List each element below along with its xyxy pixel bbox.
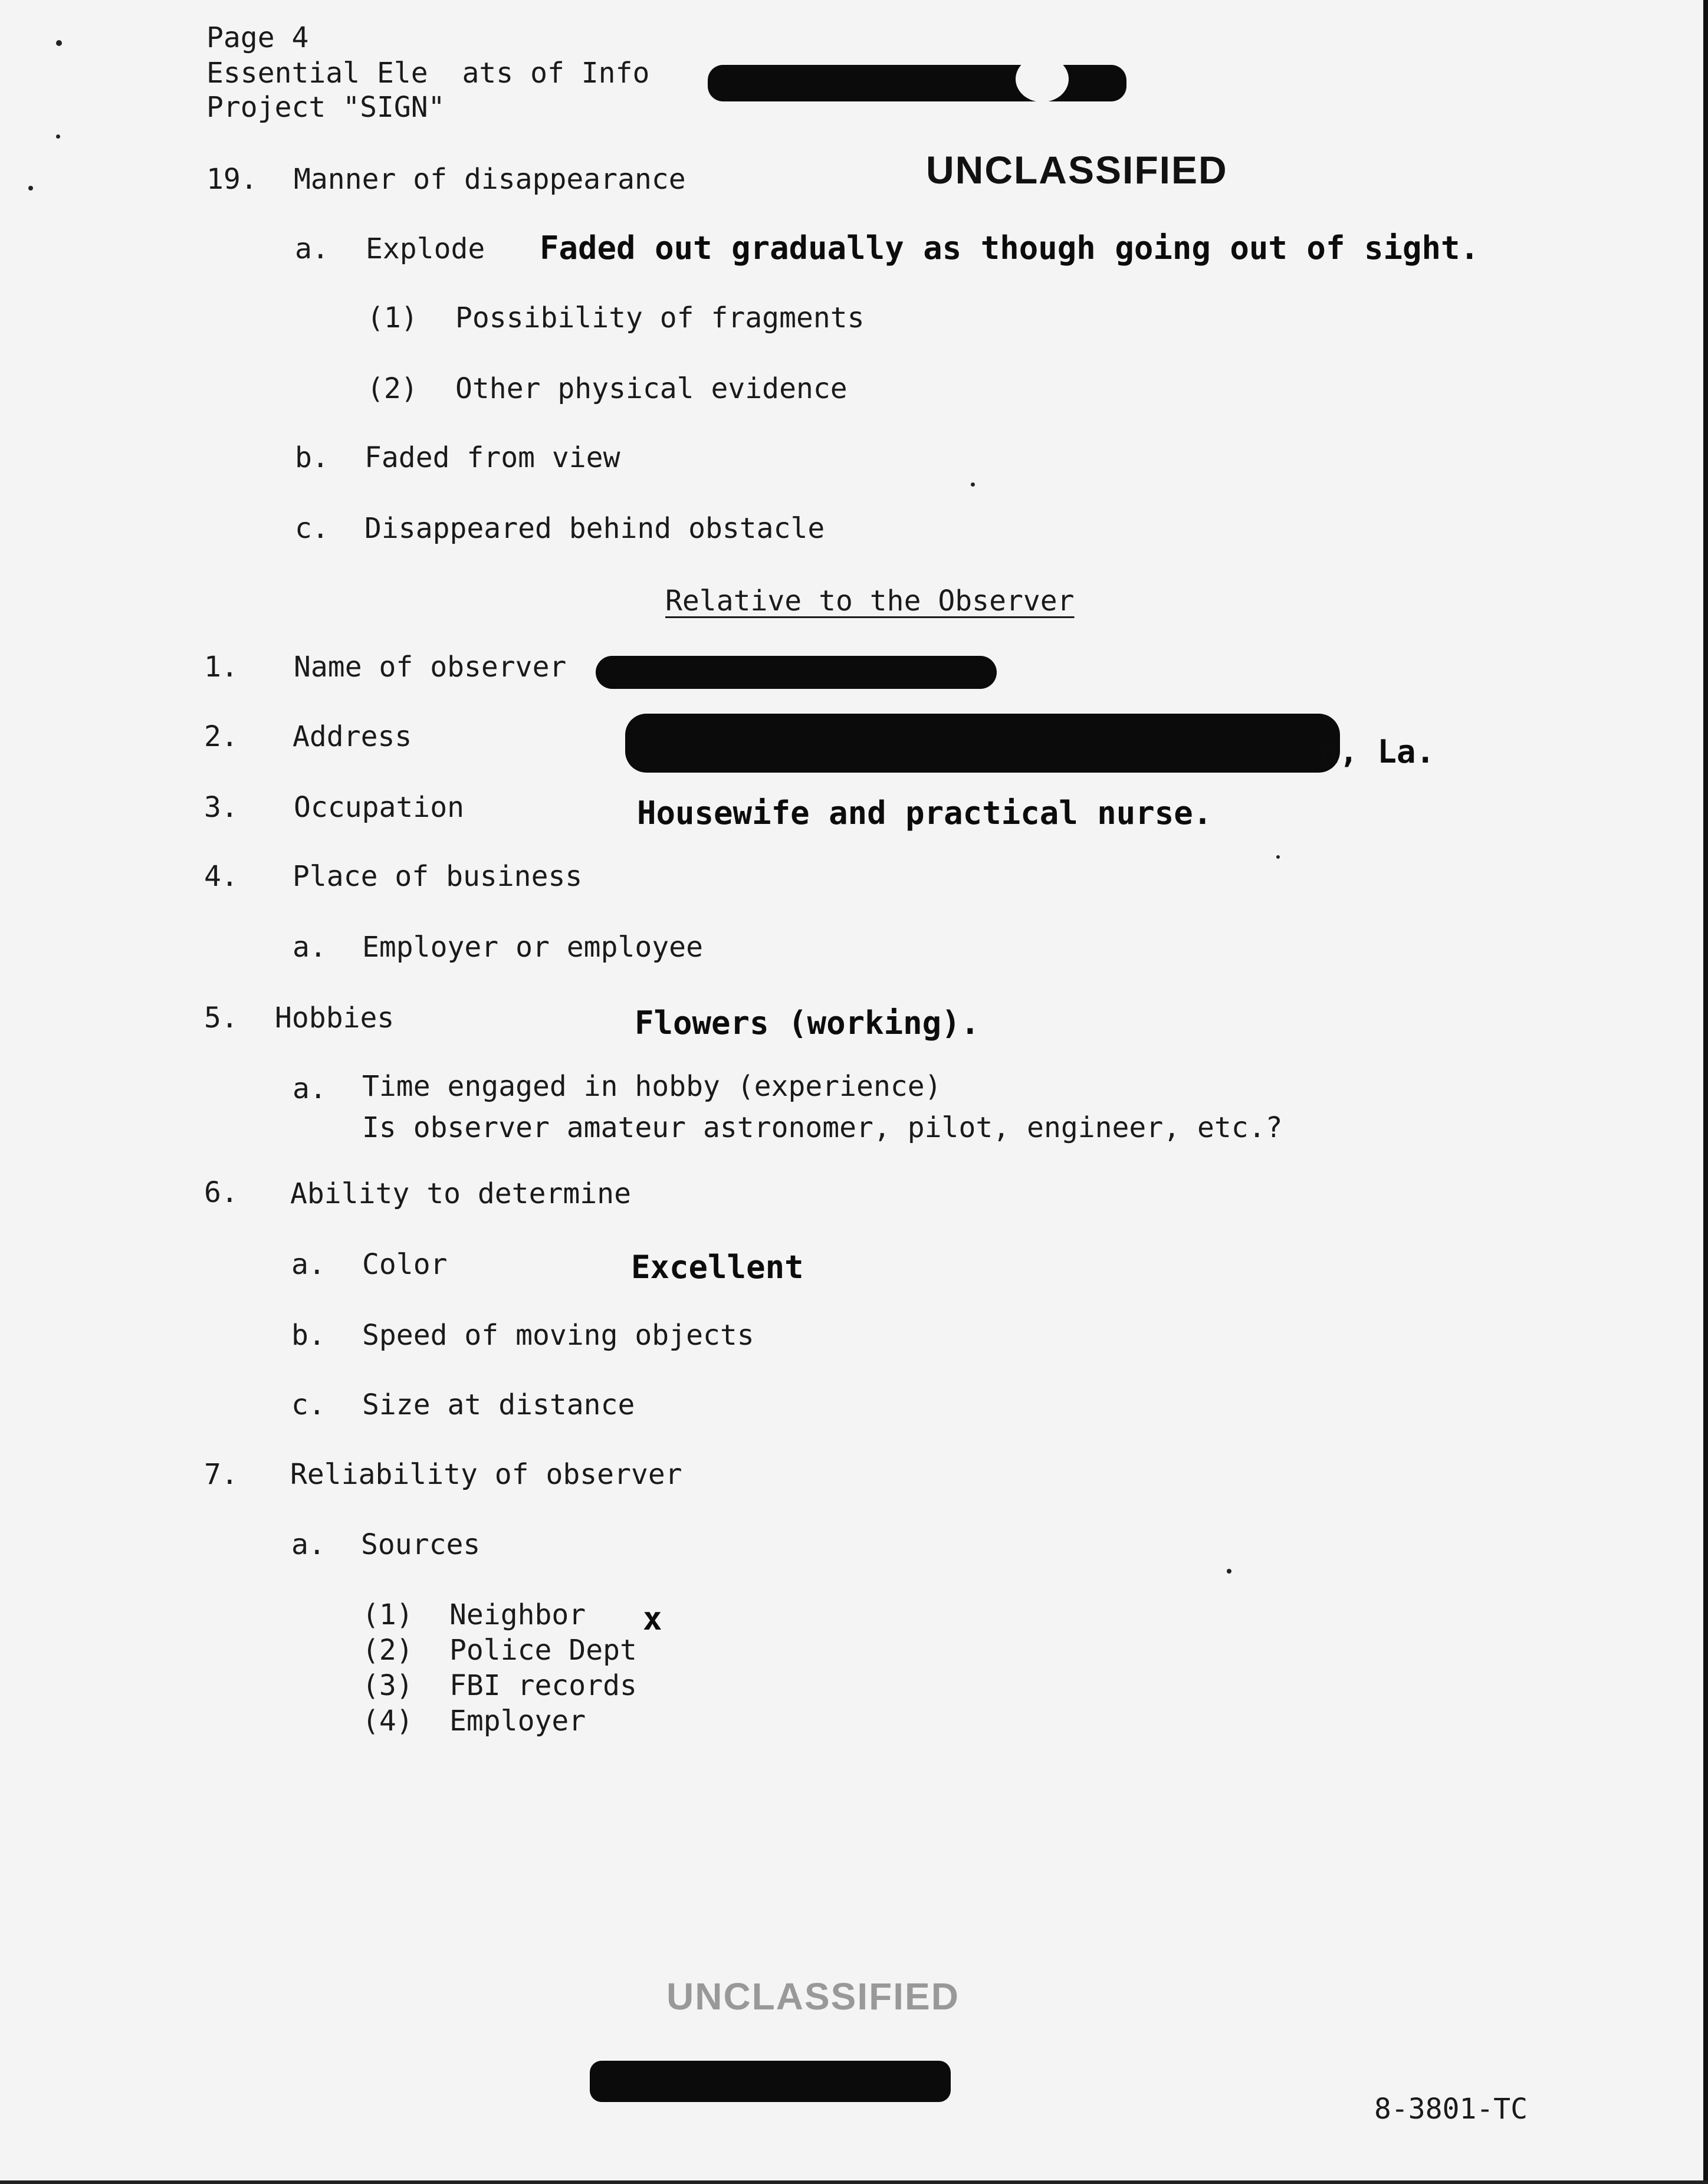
- item19c-letter: c.: [295, 512, 329, 545]
- redaction-hole: [1016, 56, 1069, 102]
- margin-speck: [56, 134, 60, 139]
- header-page-number: Page 4: [206, 21, 309, 54]
- unclassified-stamp-top: UNCLASSIFIED: [926, 148, 1228, 192]
- observer-4-label: Place of business: [293, 860, 583, 893]
- observer-6c-letter: c.: [291, 1388, 326, 1421]
- observer-6-label: Ability to determine: [290, 1177, 631, 1210]
- header-project: Project "SIGN": [206, 91, 445, 124]
- header-subject: Essential Ele ats of Info: [206, 57, 650, 90]
- item19a1-label: Possibility of fragments: [455, 301, 865, 334]
- observer-5-number: 5.: [204, 1001, 238, 1034]
- scan-edge-right: [1703, 0, 1708, 2184]
- footer-document-code: 8-3801-TC: [1374, 2093, 1528, 2126]
- source-2-number: (2): [362, 1634, 413, 1667]
- observer-6b-label: Speed of moving objects: [362, 1319, 754, 1352]
- unclassified-stamp-bottom: UNCLASSIFIED: [666, 1975, 960, 2018]
- item19a1-number: (1): [367, 301, 418, 334]
- observer-7a-label: Sources: [361, 1528, 481, 1561]
- observer-7a-letter: a.: [291, 1528, 326, 1561]
- margin-speck: [28, 186, 33, 191]
- source-1-check-mark: x: [643, 1600, 662, 1637]
- observer-4-number: 4.: [204, 860, 238, 893]
- redaction-bottom: [590, 2061, 951, 2102]
- source-3-label: FBI records: [449, 1669, 637, 1702]
- item19a-answer: Faded out gradually as though going out of sight.: [540, 229, 1480, 267]
- source-3-number: (3): [362, 1669, 413, 1702]
- observer-7-number: 7.: [204, 1458, 238, 1491]
- item19-number: 19.: [206, 163, 258, 196]
- item19a2-number: (2): [367, 372, 418, 405]
- observer-2-number: 2.: [204, 720, 238, 753]
- observer-4a-letter: a.: [293, 931, 327, 964]
- observer-5a-letter: a.: [293, 1072, 327, 1105]
- observer-5-answer: Flowers (working).: [635, 1004, 980, 1042]
- observer-1-label: Name of observer: [294, 651, 567, 684]
- margin-speck: [56, 40, 62, 46]
- observer-5-label: Hobbies: [275, 1001, 395, 1034]
- item19c-label: Disappeared behind obstacle: [364, 512, 825, 545]
- observer-6c-label: Size at distance: [362, 1388, 635, 1421]
- item19b-letter: b.: [295, 441, 329, 474]
- observer-6a-letter: a.: [291, 1248, 326, 1281]
- redaction-address: [625, 714, 1340, 773]
- page-speck: [971, 482, 975, 487]
- section-heading: Relative to the Observer: [665, 584, 1075, 618]
- observer-4a-label: Employer or employee: [362, 931, 703, 964]
- item19b-label: Faded from view: [364, 441, 620, 474]
- observer-5a-line1: Time engaged in hobby (experience): [362, 1070, 942, 1103]
- source-1-number: (1): [362, 1598, 413, 1631]
- item19a-letter: a.: [295, 232, 329, 265]
- item19-label: Manner of disappearance: [294, 163, 686, 196]
- source-4-label: Employer: [449, 1704, 586, 1738]
- observer-7-label: Reliability of observer: [290, 1458, 682, 1491]
- source-1-label: Neighbor: [449, 1598, 586, 1631]
- observer-2-label: Address: [293, 720, 412, 753]
- observer-3-label: Occupation: [294, 791, 464, 824]
- page-speck: [1227, 1569, 1231, 1574]
- source-2-label: Police Dept: [449, 1634, 637, 1667]
- observer-3-number: 3.: [204, 791, 238, 824]
- observer-2-answer-tail: a, La.: [1320, 733, 1436, 770]
- observer-5a-line2: Is observer amateur astronomer, pilot, engineer, etc.?: [362, 1111, 1283, 1144]
- observer-6a-answer: Excellent: [631, 1249, 804, 1286]
- observer-3-answer: Housewife and practical nurse.: [637, 794, 1213, 832]
- observer-6b-letter: b.: [291, 1319, 326, 1352]
- observer-6a-label: Color: [362, 1248, 448, 1281]
- page-speck: [1276, 855, 1280, 859]
- item19a2-label: Other physical evidence: [455, 372, 848, 405]
- item19a-label: Explode: [366, 232, 485, 265]
- source-4-number: (4): [362, 1704, 413, 1738]
- scan-edge-bottom: [0, 2180, 1708, 2184]
- observer-1-number: 1.: [204, 651, 238, 684]
- observer-6-number: 6.: [204, 1176, 238, 1209]
- redaction-name: [596, 656, 997, 689]
